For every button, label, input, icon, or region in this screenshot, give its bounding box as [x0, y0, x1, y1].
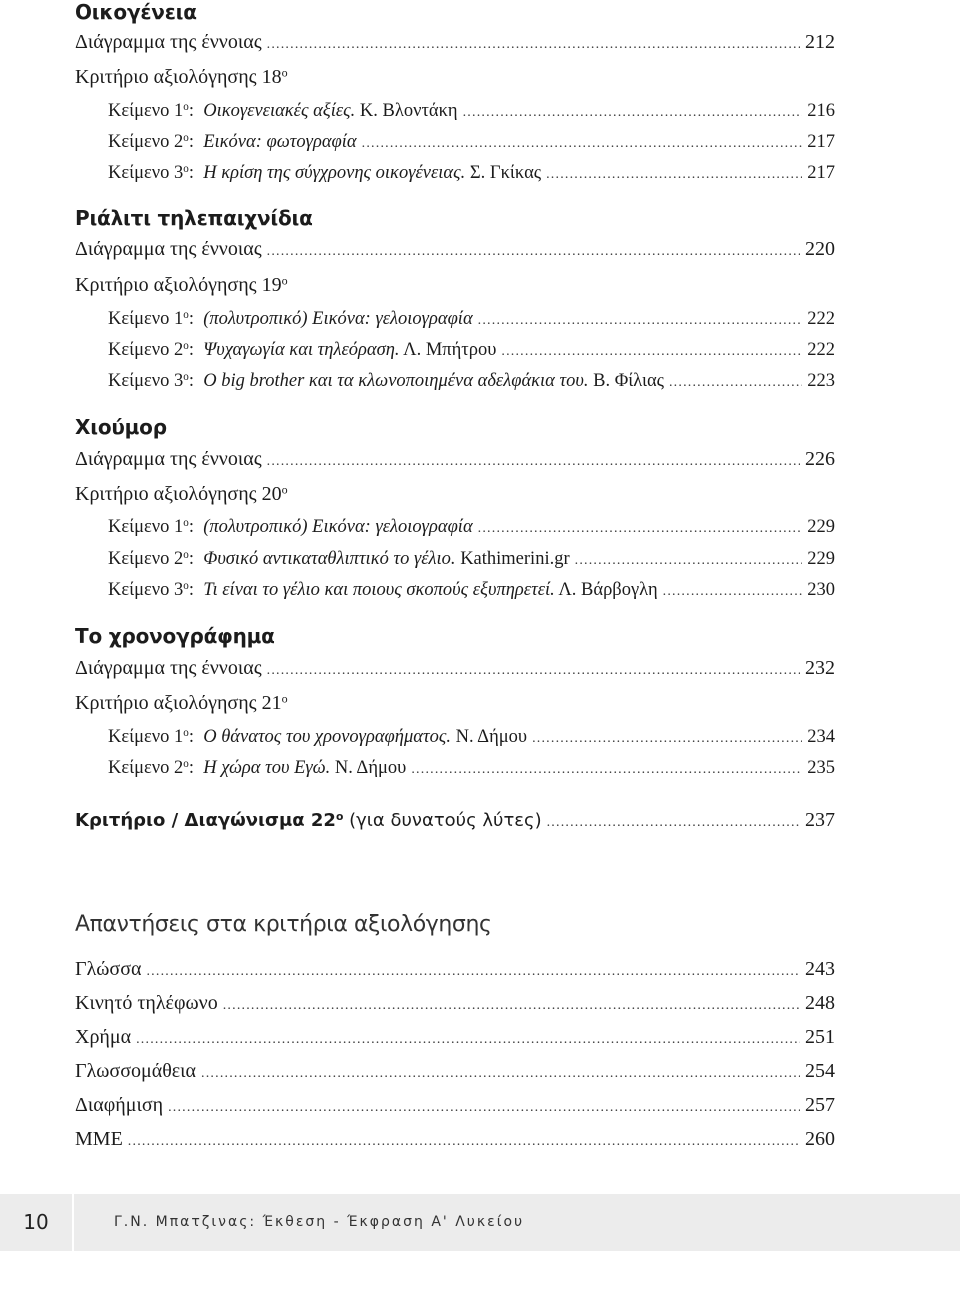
- page-number: 230: [807, 580, 835, 600]
- section-title: Χιούμορ: [75, 415, 167, 439]
- page-number: 217: [807, 132, 835, 152]
- toc-entry: Κείμενο $3^o$: Η κρίση της σύγχρονης οικογένειας. Σ. Γκίκας ..... 217: [108, 163, 835, 193]
- answer-entry: Γλωσσομάθεια ..... 254: [75, 1060, 835, 1090]
- entry-label: Διάγραμμα της έννοιας: [75, 31, 262, 53]
- page-number: 243: [805, 958, 835, 980]
- page-number: 232: [805, 657, 835, 679]
- answer-entry: Κινητό τηλέφωνο ..... 248: [75, 992, 835, 1022]
- toc-entry: Κείμενο $2^o$: Ψυχαγωγία και τηλεόραση. Λ. Μπήτρου ..... 222: [108, 340, 835, 370]
- toc-entry: Κείμενο $1^o$: Ο θάνατος του χρονογραφήματος. Ν. Δήμου ..... 234: [108, 727, 835, 757]
- page-number: 222: [807, 309, 835, 329]
- answer-entry: Χρήμα ..... 251: [75, 1026, 835, 1056]
- page-number: 260: [805, 1128, 835, 1150]
- answer-entry: Γλώσσα ..... 243: [75, 958, 835, 988]
- toc-entry: [75, 31, 835, 61]
- page-number: 222: [807, 340, 835, 360]
- footer-page-number: 10: [23, 1210, 49, 1234]
- toc-entry: Κείμενο $1^o$: Οικογενειακές αξίες. Κ. Βλοντάκη ..... 216: [108, 101, 835, 131]
- section-title: Οικογένεια: [75, 0, 197, 24]
- page-number: 254: [805, 1060, 835, 1082]
- toc-entry: Διάγραμμα της έννοιας ..... 220: [75, 238, 835, 268]
- answer-entry: Διαφήμιση ..... 257: [75, 1094, 835, 1124]
- toc-entry: Διάγραμμα της έννοιας ..... 226: [75, 448, 835, 478]
- page-number: 212: [805, 31, 835, 53]
- toc-entry: Κείμενο $3^o$: Ο big brother και τα κλωνοποιημένα αδελφάκια του. Β. Φίλιας ..... 223: [108, 371, 835, 401]
- page-number: 220: [805, 238, 835, 260]
- toc-entry: Κείμενο $2^o$: Εικόνα: φωτογραφία ..... 217: [108, 132, 835, 162]
- page-number: 226: [805, 448, 835, 470]
- page-number: 251: [805, 1026, 835, 1048]
- criterion-heading: Κριτήριο αξιολόγησης $19^o$: [75, 273, 288, 296]
- toc-entry: Κείμενο $2^o$: Φυσικό αντικαταθλιπτικό το γέλιο. Kathimerini.gr ..... 229: [108, 549, 835, 579]
- toc-entry: Κείμενο $1^o$: (πολυτροπικό) Εικόνα: γελοιογραφία ..... 222: [108, 309, 835, 339]
- page-number: 216: [807, 101, 835, 121]
- footer-divider: [72, 1194, 74, 1251]
- section-title: Ριάλιτι τηλεπαιχνίδια: [75, 206, 313, 230]
- page-number: 223: [807, 371, 835, 391]
- page-number: 257: [805, 1094, 835, 1116]
- section-title: Το χρονογράφημα: [75, 624, 275, 648]
- page-number: 248: [805, 992, 835, 1014]
- answer-entry: ΜΜΕ ..... 260: [75, 1128, 835, 1158]
- toc-entry: Κείμενο $3^o$: Τι είναι το γέλιο και ποιους σκοπούς εξυπηρετεί. Λ. Βάρβογλη ..... 230: [108, 580, 835, 610]
- toc-entry: Κείμενο $2^o$: Η χώρα του Εγώ. Ν. Δήμου ..... 235: [108, 758, 835, 788]
- answers-heading: Απαντήσεις στα κριτήρια αξιολόγησης: [75, 912, 492, 937]
- toc-entry: Διάγραμμα της έννοιας ..... 232: [75, 657, 835, 687]
- final-contest-entry: Κριτήριο / Διαγώνισμα $22^o$ (για δυνατούς λύτες) ..... 237: [75, 809, 835, 839]
- page-number: 237: [805, 809, 835, 831]
- criterion-heading: Κριτήριο αξιολόγησης $21^o$: [75, 691, 288, 714]
- page-number: 229: [807, 549, 835, 569]
- criterion-heading: Κριτήριο αξιολόγησης $18^o$: [75, 65, 288, 88]
- page-number: 217: [807, 163, 835, 183]
- footer-book-title: Γ.Ν. Μπατζινας: Έκθεση - Έκφραση Α' Λυκείου: [114, 1214, 525, 1230]
- page-number: 234: [807, 727, 835, 747]
- page-number: 229: [807, 517, 835, 537]
- criterion-heading: Κριτήριο αξιολόγησης $20^o$: [75, 482, 288, 505]
- page-number: 235: [807, 758, 835, 778]
- toc-entry: Κείμενο $1^o$: (πολυτροπικό) Εικόνα: γελοιογραφία ..... 229: [108, 517, 835, 547]
